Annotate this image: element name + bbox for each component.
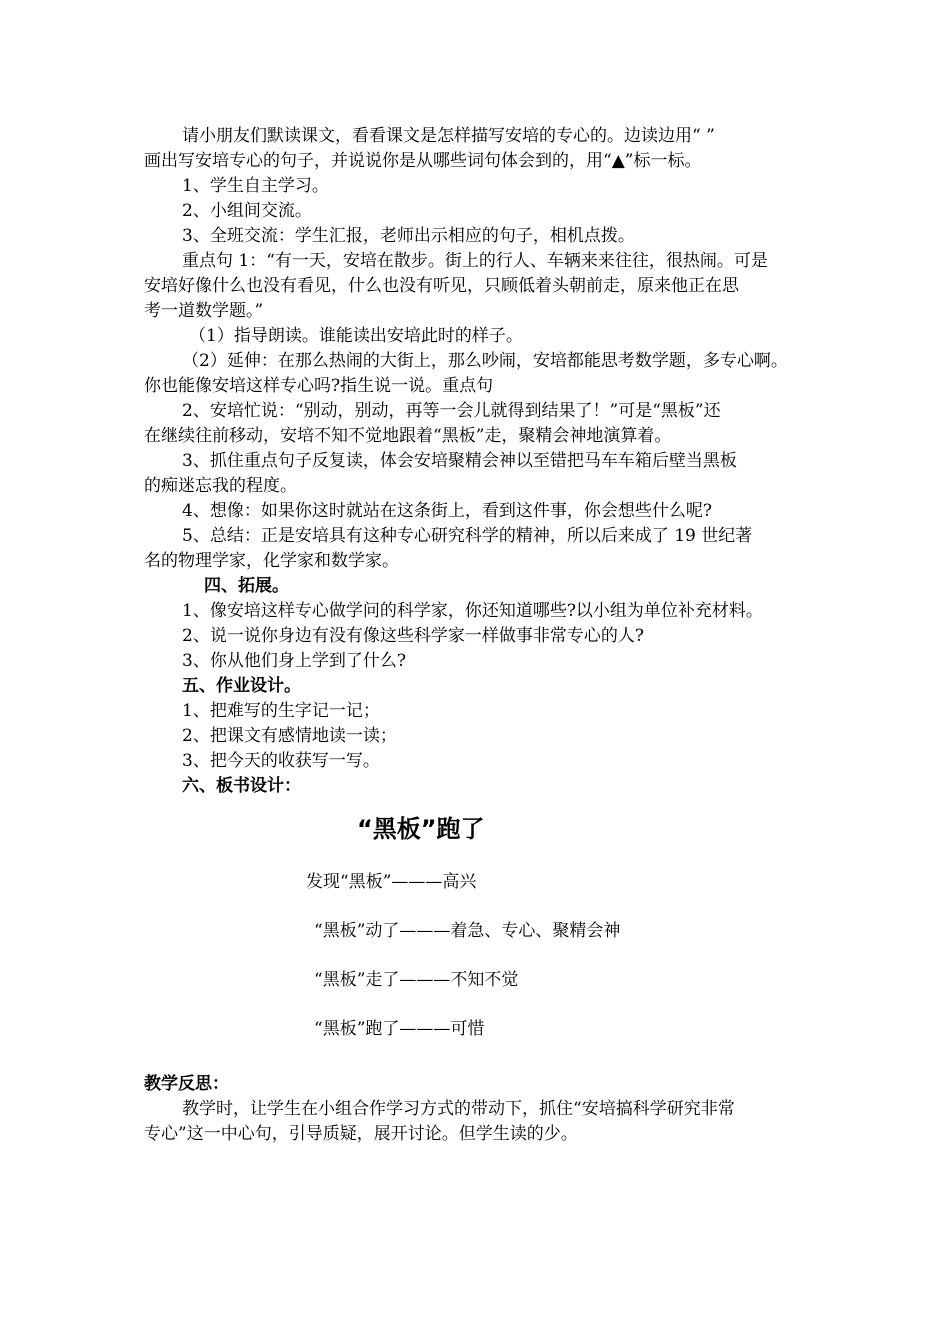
section-5-item-3: 3、把今天的收获写一写。 (182, 751, 380, 771)
spacer (144, 944, 809, 968)
key-sentence-line-2: 安培好像什么也没有看见，什么也没有听见，只顾低着头朝前走，原来他正在思 (144, 276, 739, 296)
lesson-plan-page (144, 124, 809, 1147)
intro-line-1: 请小朋友们默读课文，看看课文是怎样描写安培的专心的。边读边用“ ” (182, 126, 715, 146)
section-4-heading: 四、拓展。 (204, 576, 289, 596)
extension-line-2: 你也能像安培这样专心吗?指生说一说。重点句 (144, 376, 494, 396)
extension-line-1: （2）延伸：在那么热闹的大街上，那么吵闹，安培都能思考数学题，多专心啊。 (182, 351, 788, 371)
point-5-line-1: 5、总结：正是安培具有这种专心研究科学的精神，所以后来成了 19 世纪著 (182, 526, 753, 546)
board-item-4: “黑板”跑了———可惜 (314, 1019, 485, 1039)
spacer (144, 993, 809, 1017)
reflection-line-1: 教学时，让学生在小组合作学习方式的带动下，抓住“安培搞科学研究非常 (182, 1099, 735, 1119)
point-4: 4、想像：如果你这时就站在这条街上，看到这件事，你会想些什么呢? (182, 501, 712, 521)
section-5-item-2: 2、把课文有感情地读一读； (182, 726, 397, 746)
section-5-heading: 五、作业设计。 (182, 676, 301, 696)
section-4-item-1: 1、像安培这样专心做学问的科学家，你还知道哪些?以小组为单位补充材料。 (182, 601, 763, 621)
spacer (144, 895, 809, 919)
step-2: 2、小组间交流。 (182, 201, 312, 221)
spacer (144, 1042, 809, 1072)
point-2-line-1: 2、安培忙说：“别动，别动，再等一会儿就得到结果了！”可是“黑板”还 (182, 401, 721, 421)
spacer (144, 799, 809, 811)
point-3-line-2: 的痴迷忘我的程度。 (144, 476, 297, 496)
reflection-heading: 教学反思： (144, 1074, 229, 1094)
section-4-item-2: 2、说一说你身边有没有像这些科学家一样做事非常专心的人? (182, 626, 644, 646)
key-sentence-line-3: 考一道数学题。” (144, 301, 264, 321)
guided-reading: （1）指导朗读。谁能读出安培此时的样子。 (189, 326, 523, 346)
point-3-line-1: 3、抓住重点句子反复读，体会安培聚精会神以至错把马车车箱后壁当黑板 (182, 451, 737, 471)
section-5-item-1: 1、把难写的生字记一记； (182, 701, 380, 721)
section-6-heading: 六、板书设计： (182, 776, 301, 796)
key-sentence-line-1: 重点句 1：“有一天，安培在散步。街上的行人、车辆来来往往，很热闹。可是 (182, 251, 768, 271)
board-title: “黑板”跑了 (357, 815, 485, 843)
reflection-line-2: 专心”这一中心句，引导质疑，展开讨论。但学生读的少。 (144, 1124, 578, 1144)
point-2-line-2: 在继续往前移动，安培不知不觉地跟着“黑板”走，聚精会神地演算着。 (144, 426, 672, 446)
step-3: 3、全班交流：学生汇报，老师出示相应的句子，相机点拨。 (182, 226, 635, 246)
spacer (144, 847, 809, 870)
point-5-line-2: 名的物理学家，化学家和数学家。 (144, 551, 399, 571)
board-item-3: “黑板”走了———不知不觉 (314, 970, 519, 990)
intro-line-2: 画出写安培专心的句子，并说说你是从哪些词句体会到的，用“▲”标一标。 (144, 151, 702, 171)
section-4-item-3: 3、你从他们身上学到了什么? (182, 651, 406, 671)
board-item-2: “黑板”动了———着急、专心、聚精会神 (314, 921, 621, 941)
step-1: 1、学生自主学习。 (182, 176, 329, 196)
board-item-1: 发现“黑板”———高兴 (306, 872, 477, 892)
